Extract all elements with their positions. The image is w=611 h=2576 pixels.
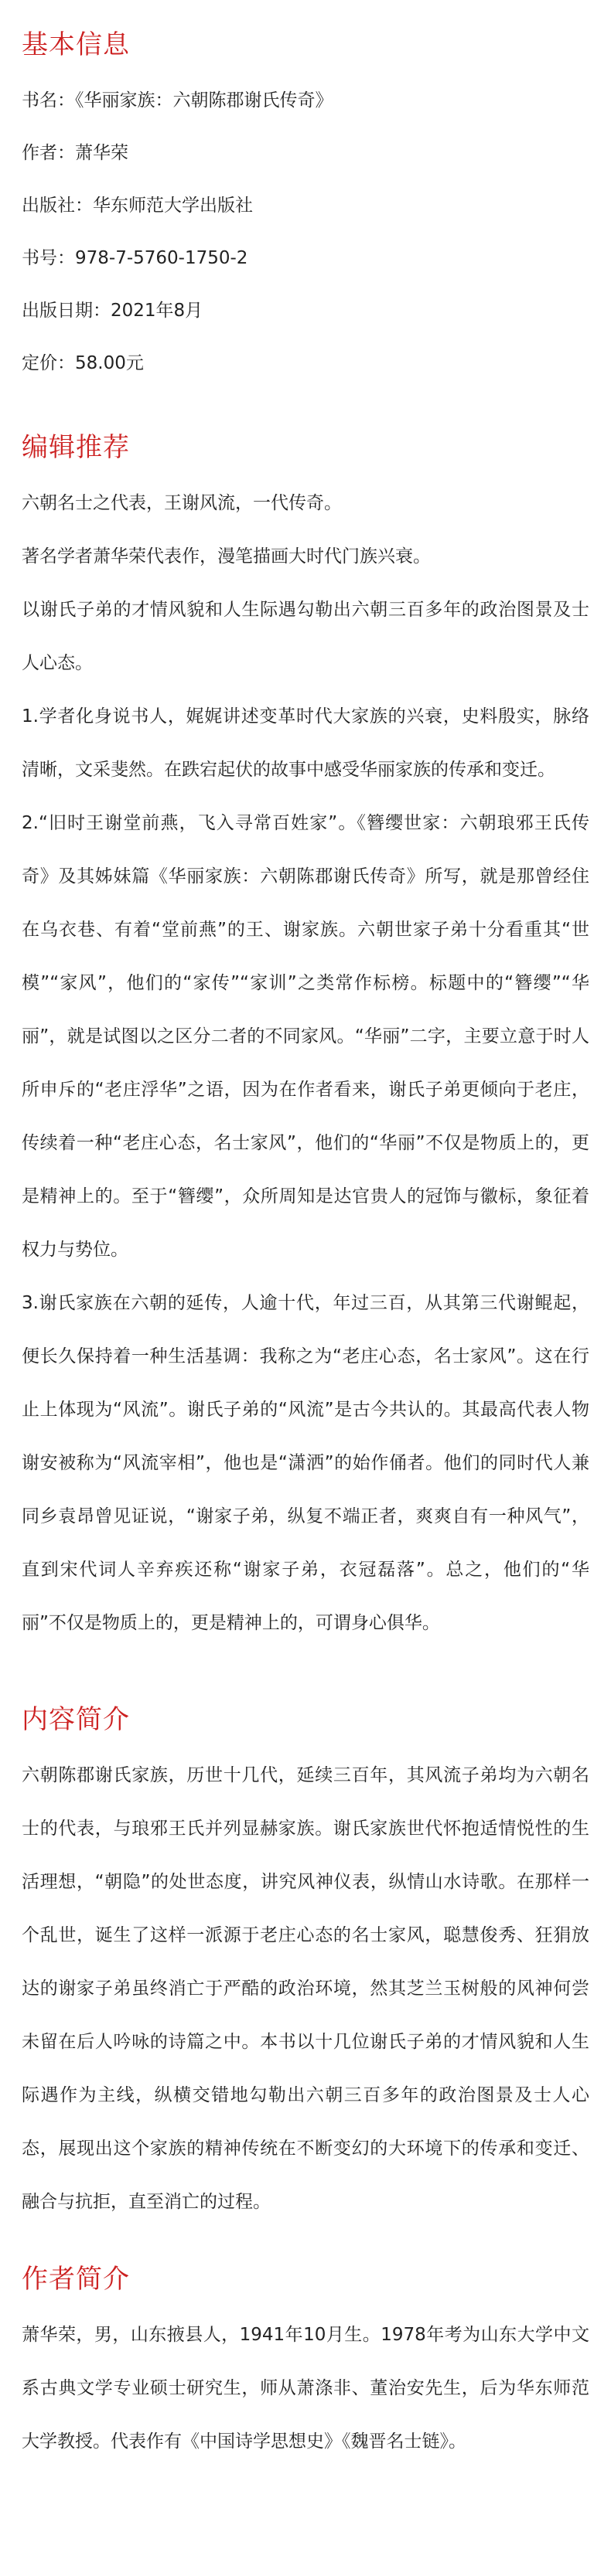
basic-info-title: 基本信息 [22,29,130,60]
book-title-row: 书名：《华丽家族：六朝陈郡谢氏传奇》 [22,90,333,111]
recommend-paragraph: 著名学者萧华荣代表作，漫笔描画大时代门族兴衰。 [22,546,431,567]
recommend-paragraph: 六朝名士之代表，王谢风流，一代传奇。 [22,493,342,513]
content-intro-paragraph: 六朝陈郡谢氏家族，历世十几代，延续三百年，其风流子弟均为六朝名士的代表，与琅邪王氏并列显赫家族。谢氏家族世代怀抱适情悦性的生活理想，“朝隐”的处世态度，讲究风神仪表，纵情山水诗歌。在那样一个乱世，诞生了这样一派源于老庄心态的名士家风，聪慧俊秀、狂狷放达的谢家子弟虽终消亡于严酷的政治环境，然其芝兰玉树般的风神何尝未留在后人吟咏的诗篇之中。本书以十几位谢氏子弟的才情风貌和人生际遇作为主线，纵横交错地勾勒出六朝三百多年的政治图景及士人心态，展现出这个家族的精神传统在不断变幻的大环境下的传承和变迁、融合与抗拒，直至消亡的过程。 [22,1765,589,2212]
basic-info-section [22,26,589,390]
recommend-paragraph: 以谢氏子弟的才情风貌和人生际遇勾勒出六朝三百多年的政治图景及士人心态。 [22,600,589,673]
recommend-paragraph: 2.“旧时王谢堂前燕，飞入寻常百姓家”。《簪缨世家：六朝琅邪王氏传奇》及其姊妹篇《华丽家族：六朝陈郡谢氏传奇》所写，就是那曾经住在乌衣巷、有着“堂前燕”的王、谢家族。六朝世家子弟十分看重其“世模”“家风”，他们的“家传”“家训”之类常作标榜。标题中的“簪缨”“华丽”，就是试图以之区分二者的不同家风。“华丽”二字，主要立意于时人所申斥的“老庄浮华”之语，因为在作者看来，谢氏子弟更倾向于老庄，传续着一种“老庄心态，名士家风”，他们的“华丽”不仅是物质上的，更是精神上的。至于“簪缨”，众所周知是达官贵人的冠饰与徽标，象征着权力与势位。 [22,813,589,1260]
publisher-row: 出版社：华东师范大学出版社 [22,196,253,216]
content-intro-section [22,1701,589,2229]
editor-recommend-section [22,429,589,1650]
author-intro-section [22,2261,589,2469]
publish-date-row: 出版日期：2021年8月 [22,301,203,321]
price-row: 定价：58.00元 [22,353,144,373]
recommend-paragraph: 3.谢氏家族在六朝的延传，人逾十代，年过三百，从其第三代谢鲲起，便长久保持着一种生活基调：我称之为“老庄心态，名士家风”。这在行止上体现为“风流”。谢氏子弟的“风流”是古今共认的。其最高代表人物谢安被称为“风流宰相”，他也是“潇洒”的始作俑者。他们的同时代人兼同乡袁昂曾见证说，“谢家子弟，纵复不端正者，爽爽自有一种风气”，直到宋代词人辛弃疾还称“谢家子弟，衣冠磊落”。总之，他们的“华丽”不仅是物质上的，更是精神上的，可谓身心俱华。 [22,1293,589,1633]
author-row: 作者：萧华荣 [22,143,128,163]
editor-recommend-title: 编辑推荐 [22,432,130,463]
author-intro-paragraph: 萧华荣，男，山东掖县人，1941年10月生。1978年考为山东大学中文系古典文学专业硕士研究生，师从萧涤非、董治安先生，后为华东师范大学教授。代表作有《中国诗学思想史》《魏晋名士链》。 [22,2325,589,2452]
author-intro-title: 作者简介 [22,2264,130,2295]
content-intro-title: 内容简介 [22,1704,130,1735]
isbn-row: 书号：978-7-5760-1750-2 [22,248,248,268]
recommend-paragraph: 1.学者化身说书人，娓娓讲述变革时代大家族的兴衰，史料殷实，脉络清晰，文采斐然。在跌宕起伏的故事中感受华丽家族的传承和变迁。 [22,706,589,780]
